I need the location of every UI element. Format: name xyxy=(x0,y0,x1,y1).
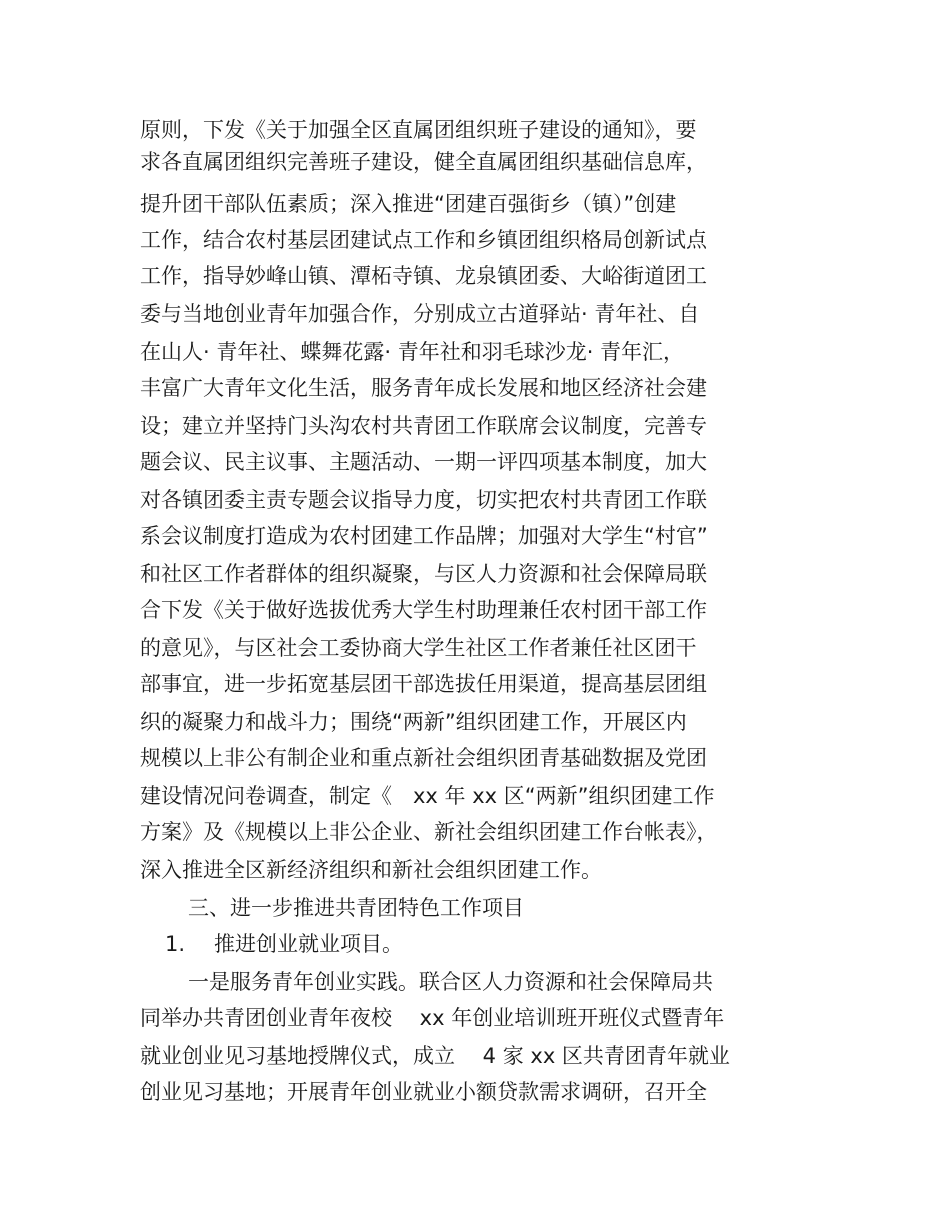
body-text-line: 方案》及《规模以上非公企业、新社会组织团建工作台帐表》， xyxy=(140,820,718,844)
body-text-line: 建设情况问卷调查，制定《 xx 年 xx 区“两新”组织团建工作 xyxy=(140,784,715,808)
body-text-line: 设；建立并坚持门头沟农村共青团工作联席会议制度，完善专 xyxy=(140,414,707,438)
body-text-line: 工作，指导妙峰山镇、潭柘寺镇、龙泉镇团委、大峪街道团工 xyxy=(140,264,707,288)
body-text-line: 题会议、民主议事、主题活动、一期一评四项基本制度，加大 xyxy=(140,450,707,474)
body-text-line: 原则，下发《关于加强全区直属团组织班子建设的通知》，要 xyxy=(140,118,697,142)
list-item-number: 1. xyxy=(165,932,186,956)
body-text-line: 委与当地创业青年加强合作，分别成立古道驿站· 青年社、自 xyxy=(140,302,700,326)
body-text-line: 合下发《关于做好选拔优秀大学生村助理兼任农村团干部工作 xyxy=(140,598,707,622)
body-text-line: 部事宜，进一步拓宽基层团干部选拔任用渠道，提高基层团组 xyxy=(140,672,707,696)
body-text-line: 创业见习基地；开展青年创业就业小额贷款需求调研，召开全 xyxy=(140,1080,707,1104)
body-text-line: 规模以上非公有制企业和重点新社会组织团青基础数据及党团 xyxy=(140,746,707,770)
list-item-title: 推进创业就业项目。 xyxy=(214,932,403,956)
body-text-line: 就业创业见习基地授牌仪式，成立 4 家 xx 区共青团青年就业 xyxy=(140,1044,730,1068)
body-text-line: 对各镇团委主责专题会议指导力度，切实把农村共青团工作联 xyxy=(140,488,707,512)
body-text-line: 一是服务青年创业实践。联合区人力资源和社会保障局共 xyxy=(188,970,713,994)
body-text-line: 丰富广大青年文化生活，服务青年成长发展和地区经济社会建 xyxy=(140,376,707,400)
body-text-line: 同举办共青团创业青年夜校 xx 年创业培训班开班仪式暨青年 xyxy=(140,1006,725,1030)
body-text-line: 系会议制度打造成为农村团建工作品牌；加强对大学生“村官” xyxy=(140,524,708,548)
body-text-line: 在山人· 青年社、蝶舞花露· 青年社和羽毛球沙龙· 青年汇， xyxy=(140,340,685,364)
body-text-line: 和社区工作者群体的组织凝聚，与区人力资源和社会保障局联 xyxy=(140,562,707,586)
body-text-line: 的意见》，与区社会工委协商大学生社区工作者兼任社区团干 xyxy=(140,636,697,660)
body-text-line: 工作，结合农村基层团建试点工作和乡镇团组织格局创新试点 xyxy=(140,228,707,252)
body-text-line: 求各直属团组织完善班子建设，健全直属团组织基础信息库， xyxy=(140,150,707,174)
body-text-line: 提升团干部队伍素质；深入推进“团建百强街乡（镇）”创建 xyxy=(140,192,677,216)
body-text-line: 深入推进全区新经济组织和新社会组织团建工作。 xyxy=(140,858,602,882)
section-heading: 三、进一步推进共青团特色工作项目 xyxy=(188,896,524,920)
body-text-line: 织的凝聚力和战斗力；围绕“两新”组织团建工作，开展区内 xyxy=(140,710,687,734)
